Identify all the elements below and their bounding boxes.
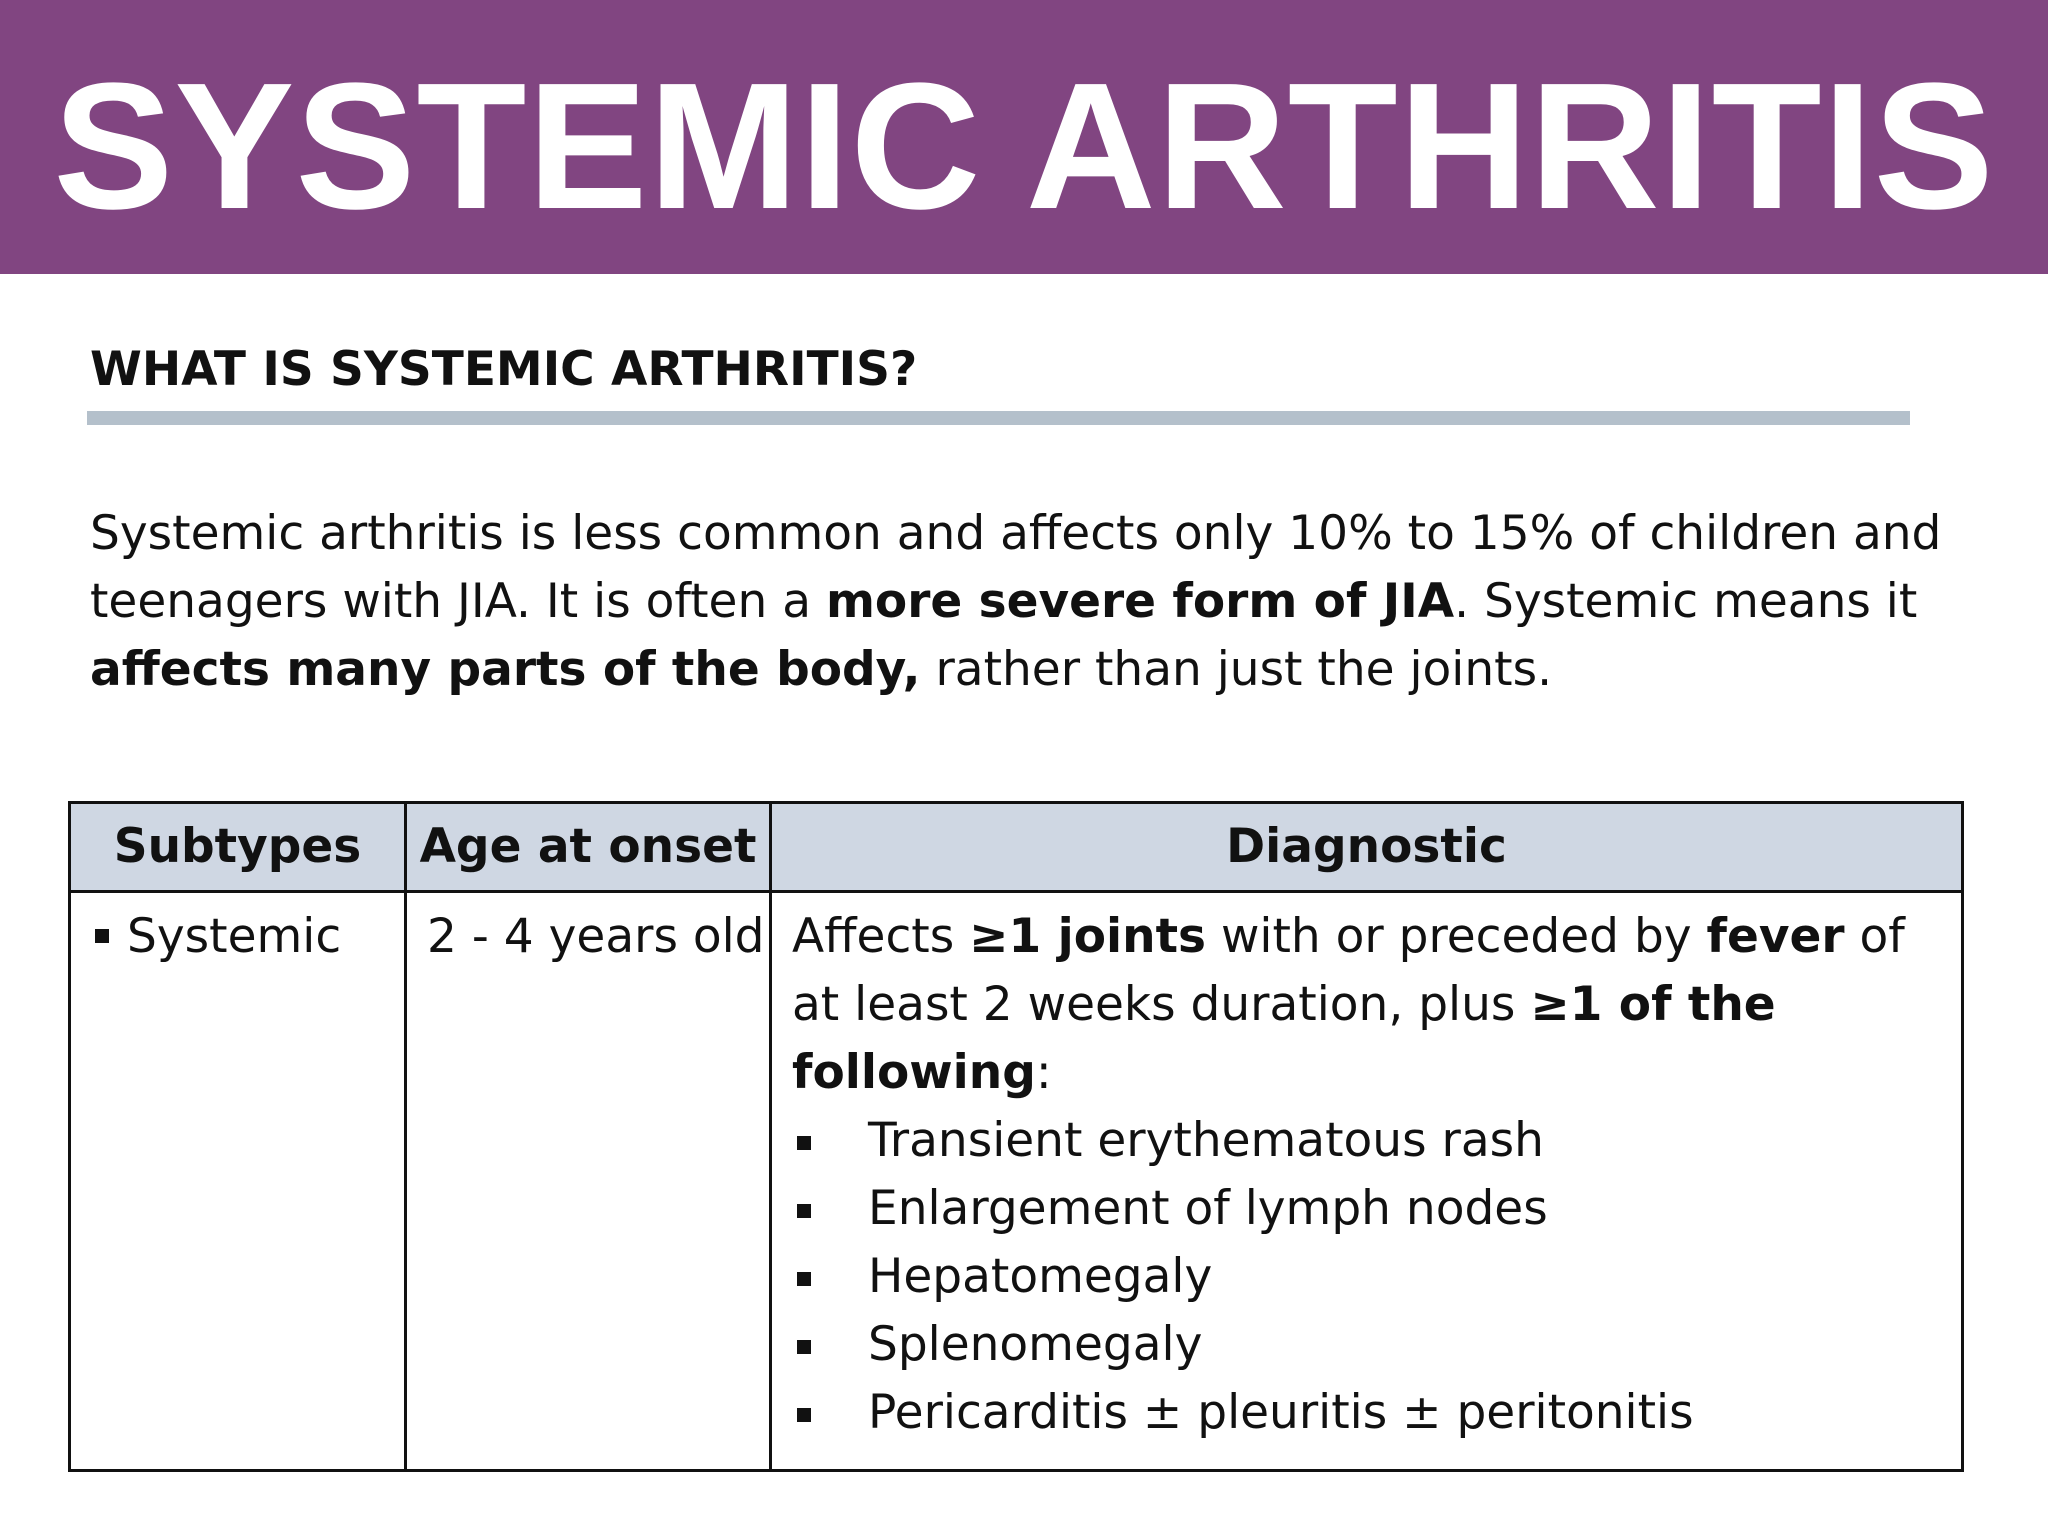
header-age-at-onset: Age at onset xyxy=(406,803,771,892)
criterion-text: Pericarditis ± pleuritis ± peritonitis xyxy=(868,1385,1694,1440)
square-bullet-icon xyxy=(797,1272,811,1286)
intro-bold-1: more severe form of JIA xyxy=(825,574,1455,629)
table-header-row xyxy=(70,803,1963,892)
list-item xyxy=(792,1175,1941,1243)
title-banner xyxy=(0,0,2048,274)
criteria-list xyxy=(792,1107,1941,1447)
header-diagnostic: Diagnostic xyxy=(771,803,1963,892)
diag-bold-fever: fever xyxy=(1706,909,1845,964)
square-bullet-icon xyxy=(797,1408,811,1422)
intro-bold-2: affects many parts of the body, xyxy=(90,642,921,697)
list-item xyxy=(792,1243,1941,1311)
age-value: 2 - 4 years old xyxy=(427,909,765,964)
diag-text-2: with or preceded by xyxy=(1206,909,1707,964)
diagnostic-text xyxy=(792,903,1941,1107)
criterion-text: Hepatomegaly xyxy=(868,1249,1213,1304)
criterion-text: Transient erythematous rash xyxy=(868,1113,1544,1168)
table-row xyxy=(70,892,1963,1471)
subtypes-table xyxy=(68,801,1964,1472)
square-bullet-icon xyxy=(797,1204,811,1218)
intro-text-3: rather than just the joints. xyxy=(920,642,1553,697)
diag-text-4: : xyxy=(1035,1045,1052,1100)
cell-diagnostic xyxy=(771,892,1963,1471)
criterion-text: Splenomegaly xyxy=(868,1317,1203,1372)
header-subtypes: Subtypes xyxy=(70,803,406,892)
square-bullet-icon xyxy=(797,1136,811,1150)
intro-paragraph xyxy=(90,500,1970,704)
square-bullet-icon xyxy=(797,1340,811,1354)
criterion-text: Enlargement of lymph nodes xyxy=(868,1181,1548,1236)
intro-text-1: Systemic arthritis is less common and affects only 10% to 15% of children and teenagers with JIA. It is often a xyxy=(90,506,1942,629)
diag-bold-joints: ≥1 joints xyxy=(969,909,1207,964)
diag-text-1: Affects xyxy=(792,909,970,964)
intro-text-2: . Systemic means it xyxy=(1454,574,1918,629)
cell-age xyxy=(406,892,771,1471)
list-item xyxy=(792,1311,1941,1379)
cell-subtype xyxy=(70,892,406,1471)
square-bullet-icon xyxy=(95,929,109,943)
list-item xyxy=(792,1379,1941,1447)
list-item xyxy=(792,1107,1941,1175)
page-title: SYSTEMIC ARTHRITIS xyxy=(53,46,1995,247)
section-heading: WHAT IS SYSTEMIC ARTHRITIS? xyxy=(90,342,918,397)
diag-bold-following: ≥1 of the following xyxy=(792,977,1776,1100)
diag-text-3: of at least 2 weeks duration, plus xyxy=(792,909,1905,1032)
subtype-value: Systemic xyxy=(127,909,342,964)
section-divider xyxy=(87,411,1910,425)
